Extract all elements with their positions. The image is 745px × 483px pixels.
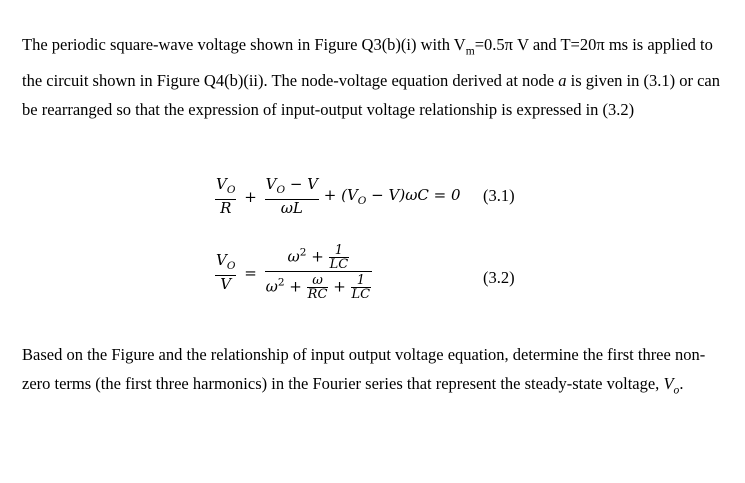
capacitor-term: + $(V_O - V)\omega C = 0$ (323, 186, 461, 207)
node-label: a (558, 71, 567, 91)
fraction-w-over-rc: $\frac{\omega}{RC}$ (307, 273, 328, 302)
equation-3-1: $\frac{V_O}{R}$ + $\frac{V_O - V}{\omega L}$ + $(V_O - V)\omega C = 0$ (216, 175, 461, 217)
fraction-vo-over-r: $\frac{V_O}{R}$ (216, 175, 236, 217)
vo-symbol: V (663, 374, 674, 393)
vm-subscript: m (465, 45, 475, 58)
fraction-vo-over-v: $\frac{V_O}{V}$ (216, 251, 236, 293)
problem-statement-paragraph (22, 30, 722, 124)
text-segment: The periodic square-wave voltage shown in Figure Q3(b)(i) with V (22, 35, 466, 54)
text-segment: is given in (3.1) or can be rearranged so that the expression of input-output voltage relationship is expressed in (3.2) (22, 71, 721, 120)
fraction-one-over-lc: $\frac{1}{LC}$ (329, 243, 349, 272)
equation-3-2: $\frac{V_O}{V}$ = $\omega^2$ + $\frac{1}{LC}$ $\omega^2$ + $\frac{\omega}{RC}$ + $\frac{1}{LC}$ (216, 243, 371, 302)
fraction-vo-minus-v-over-wl: $\frac{V_O - V}{\omega L}$ (265, 175, 318, 217)
equation-number-3-1: (3.1) (483, 186, 515, 205)
equation-number-3-2: (3.2) (483, 268, 515, 287)
task-paragraph: Based on the Figure and the relationship of input output voltage equation, determine the first three non-zero terms (the first three harmonics) in the Fourier series that represent the steady-state voltage, $V_o$. (22, 345, 706, 397)
fraction-one-over-lc-2: $\frac{1}{LC}$ (351, 273, 371, 302)
transfer-function-fraction: $\omega^2$ + $\frac{1}{LC}$ $\omega^2$ + $\frac{\omega}{RC}$ + $\frac{1}{LC}$ (265, 243, 371, 302)
text-segment: Based on the Figure and the relationship of input output voltage equation, determine the first three non-zero terms (the first three harmonics) in the Fourier series that represent the steady-state voltage, (22, 345, 706, 393)
text-segment: =0.5π V and T=20π ms is applied to the circuit shown in Figure Q4(b)(ii). The node-voltage equation derived at node (22, 35, 713, 91)
